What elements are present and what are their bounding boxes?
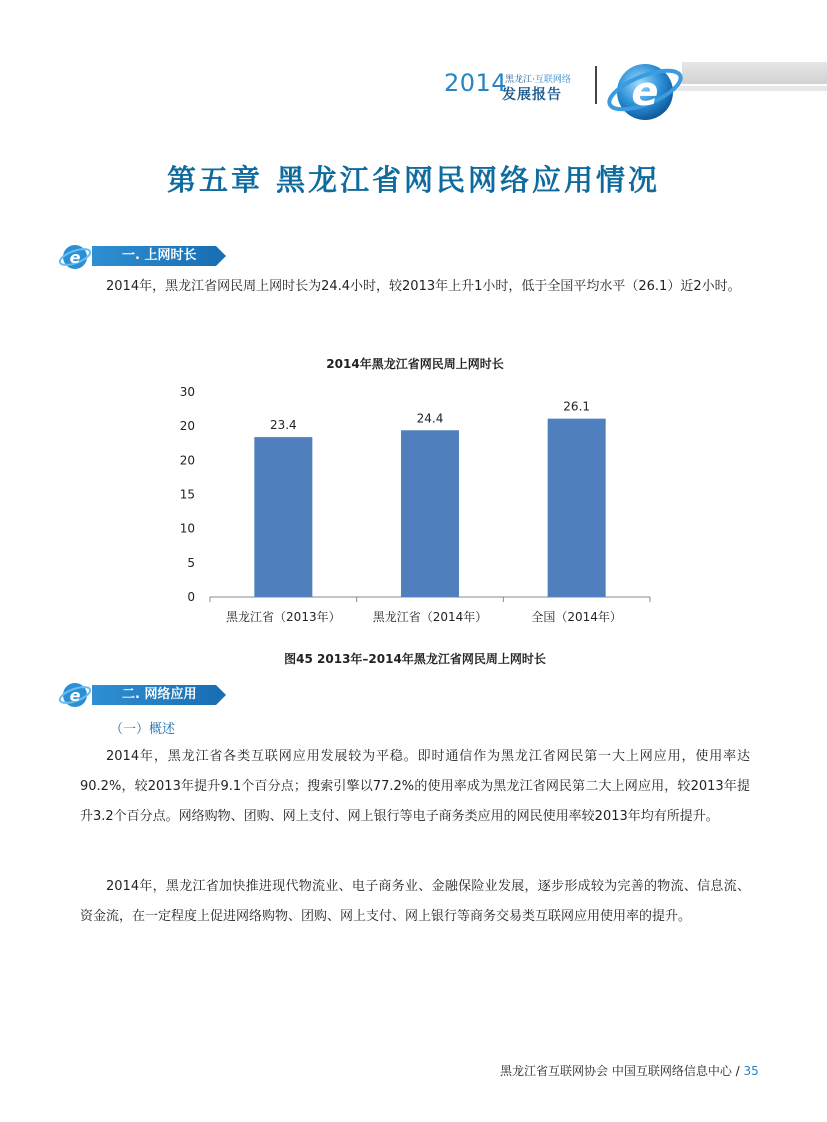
- y-tick-label: 15: [179, 487, 195, 502]
- header-band-stripe: [672, 86, 827, 91]
- svg-text:e: e: [69, 248, 81, 267]
- x-tick-label: 黑龙江省（2014年）: [372, 610, 488, 624]
- svg-text:e: e: [69, 686, 81, 705]
- page-number: 35: [743, 1064, 759, 1078]
- e-logo-icon: [605, 50, 685, 130]
- y-tick-label: 10: [179, 521, 195, 536]
- data-label: 23.4: [269, 418, 297, 433]
- bar-chart: [170, 380, 660, 630]
- y-tick-label: 20: [179, 453, 195, 468]
- bar: [254, 437, 312, 597]
- figure-caption: 图45 2013年–2014年黑龙江省网民周上网时长: [284, 652, 546, 666]
- y-tick-label: 5: [187, 555, 195, 570]
- header-band: [682, 62, 827, 84]
- svg-text:e: e: [631, 69, 659, 115]
- header-subtitle: 发展报告: [502, 87, 562, 103]
- section-heading-1: 一. 上网时长: [92, 246, 216, 266]
- y-tick-label: 0: [187, 590, 195, 604]
- section1-paragraph: 2014年，黑龙江省网民周上网时长为24.4小时，较2013年上升1小时，低于全国平均水平（26.1）近2小时。: [106, 279, 741, 294]
- x-tick-label: 全国（2014年）: [531, 610, 622, 624]
- chapter-title: 第五章 黑龙江省网民网络应用情况: [166, 163, 661, 197]
- bar: [548, 419, 606, 597]
- header-year: 2014: [444, 69, 508, 97]
- x-tick-label: 黑龙江省（2013年）: [226, 610, 341, 624]
- y-tick-label: 30: [179, 385, 195, 399]
- section-heading-2: 二. 网络应用: [92, 685, 216, 705]
- page-footer: 黑龙江省互联网协会 中国互联网络信息中心 / 35: [500, 1064, 759, 1078]
- data-label: 24.4: [416, 411, 444, 426]
- data-label: 26.1: [563, 399, 591, 414]
- chart-title: 2014年黑龙江省网民周上网时长: [326, 357, 504, 371]
- section-e-icon: [58, 240, 92, 274]
- section2-paragraph-1: 2014年，黑龙江省各类互联网应用发展较为平稳。即时通信作为黑龙江省网民第一大上网应用，使用率达90.2%，较2013年提升9.1个百分点；搜索引擎以77.2%的使用率成为黑龙江省网民第二大上网应用，较2013年提升3.2个百分点。网络购物、团购、网上支付、网上银行等电子商务类应用的网民使用率较2013年均有所提升。: [80, 749, 750, 824]
- section2-paragraph-2: 2014年，黑龙江省加快推进现代物流业、电子商务业、金融保险业发展，逐步形成较为完善的物流、信息流、资金流，在一定程度上促进网络购物、团购、网上支付、网上银行等商务交易类互联网应用使用率的提升。: [80, 879, 750, 924]
- y-tick-label: 20: [179, 419, 195, 434]
- subsection-heading: （一）概述: [110, 722, 176, 737]
- bar: [401, 430, 459, 597]
- section-e-icon: [58, 678, 92, 712]
- header-subtitle-small: 黑龙江·互联网络: [505, 75, 571, 85]
- header-divider: [595, 66, 597, 104]
